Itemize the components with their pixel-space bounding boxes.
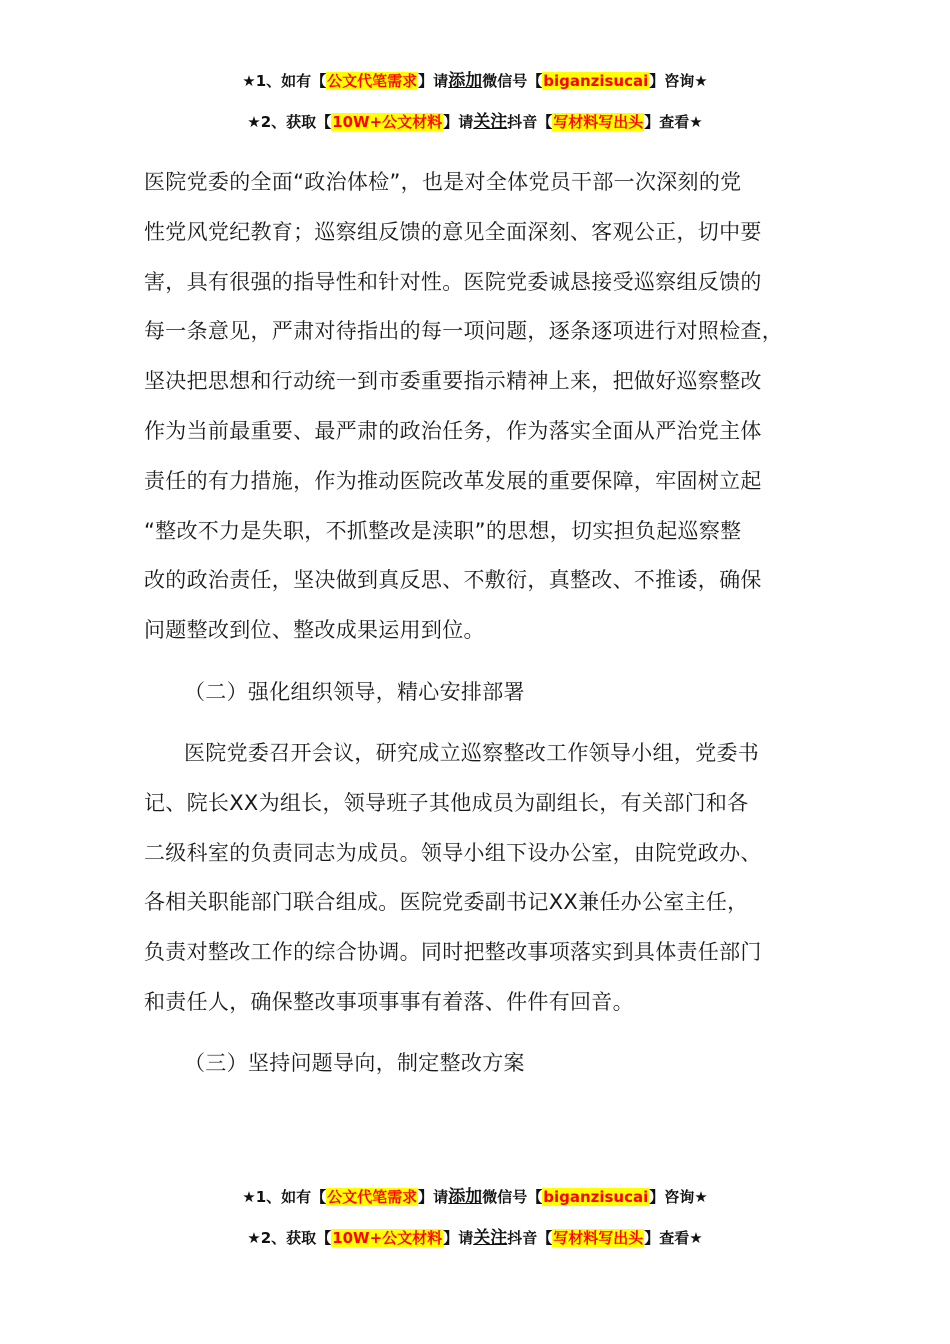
section-heading-2: （二）强化组织领导，精心安排部署 xyxy=(184,680,525,704)
banner-text: 】查看★ xyxy=(644,1229,703,1247)
banner-highlight: 10W+公文材料 xyxy=(332,113,443,131)
section-heading-3: （三）坚持问题导向，制定整改方案 xyxy=(184,1051,525,1075)
banner-text: 抖音【 xyxy=(507,1229,553,1247)
text-line: 医院党委召开会议，研究成立巡察整改工作领导小组，党委书 xyxy=(184,741,760,765)
banner-text: 】请 xyxy=(418,72,449,90)
banner-text: 】查看★ xyxy=(644,113,703,131)
banner-highlight: 公文代笔需求 xyxy=(327,1188,418,1206)
banner-highlight: biganzisucai xyxy=(543,72,649,90)
banner-text: 】请 xyxy=(443,113,474,131)
banner-text: 】咨询★ xyxy=(649,72,708,90)
banner-text: 】请 xyxy=(443,1229,474,1247)
banner-text: ★2、获取【 xyxy=(247,1229,332,1247)
banner-underline: 关注 xyxy=(473,112,508,132)
banner-highlight: 写材料写出头 xyxy=(553,113,644,131)
body-paragraph-2 xyxy=(144,729,834,1028)
text-line: “整改不力是失职，不抓整改是渎职”的思想，切实担负起巡察整 xyxy=(144,518,742,543)
banner-text: 】咨询★ xyxy=(649,1188,708,1206)
text-line: 二级科室的负责同志为成员。领导小组下设办公室，由院党政办、 xyxy=(144,840,762,865)
text-line: 性党风党纪教育；巡察组反馈的意见全面深刻、客观公正，切中要 xyxy=(144,219,762,244)
text-line: 各相关职能部门联合组成。医院党委副书记XX兼任办公室主任， xyxy=(144,890,749,915)
banner-text: 微信号【 xyxy=(482,1188,543,1206)
banner-text: ★1、如有【 xyxy=(242,72,327,90)
text-line: 害，具有很强的指导性和针对性。医院党委诚恳接受巡察组反馈的 xyxy=(144,269,762,294)
promo-banner-top-line-2 xyxy=(0,110,950,134)
promo-banner-bottom-line-1 xyxy=(0,1185,950,1209)
banner-text: 微信号【 xyxy=(482,72,543,90)
promo-banner-bottom-line-2 xyxy=(0,1226,950,1250)
banner-text: 抖音【 xyxy=(507,113,553,131)
text-line: 改的政治责任，坚决做到真反思、不敷衍，真整改、不推诿，确保 xyxy=(144,568,762,593)
banner-highlight: 写材料写出头 xyxy=(553,1229,644,1247)
text-line: 和责任人，确保整改事项事事有着落、件件有回音。 xyxy=(144,989,634,1014)
promo-banner-top-line-1 xyxy=(0,69,950,93)
text-line: 问题整改到位、整改成果运用到位。 xyxy=(144,618,485,643)
text-line: 坚决把思想和行动统一到市委重要指示精神上来，把做好巡察整改 xyxy=(144,369,762,394)
text-line: 作为当前最重要、最严肃的政治任务，作为落实全面从严治党主体 xyxy=(144,418,762,443)
banner-highlight: 公文代笔需求 xyxy=(327,72,418,90)
text-line: 医院党委的全面“政治体检”，也是对全体党员干部一次深刻的党 xyxy=(144,170,742,194)
banner-highlight: 10W+公文材料 xyxy=(332,1229,443,1247)
text-line: 责任的有力措施，作为推动医院改革发展的重要保障，牢固树立起 xyxy=(144,468,762,493)
banner-underline: 添加 xyxy=(448,71,483,91)
banner-text: ★2、获取【 xyxy=(247,113,332,131)
text-line: 每一条意见，严肃对待指出的每一项问题，逐条逐项进行对照检查， xyxy=(144,319,783,344)
body-paragraph-1 xyxy=(144,158,834,656)
banner-underline: 添加 xyxy=(448,1187,483,1207)
text-line: 记、院长XX为组长，领导班子其他成员为副组长，有关部门和各 xyxy=(144,790,749,815)
banner-underline: 关注 xyxy=(473,1228,508,1248)
banner-text: 】请 xyxy=(418,1188,449,1206)
banner-highlight: biganzisucai xyxy=(543,1188,649,1206)
banner-text: ★1、如有【 xyxy=(242,1188,327,1206)
text-line: 负责对整改工作的综合协调。同时把整改事项落实到具体责任部门 xyxy=(144,940,762,965)
